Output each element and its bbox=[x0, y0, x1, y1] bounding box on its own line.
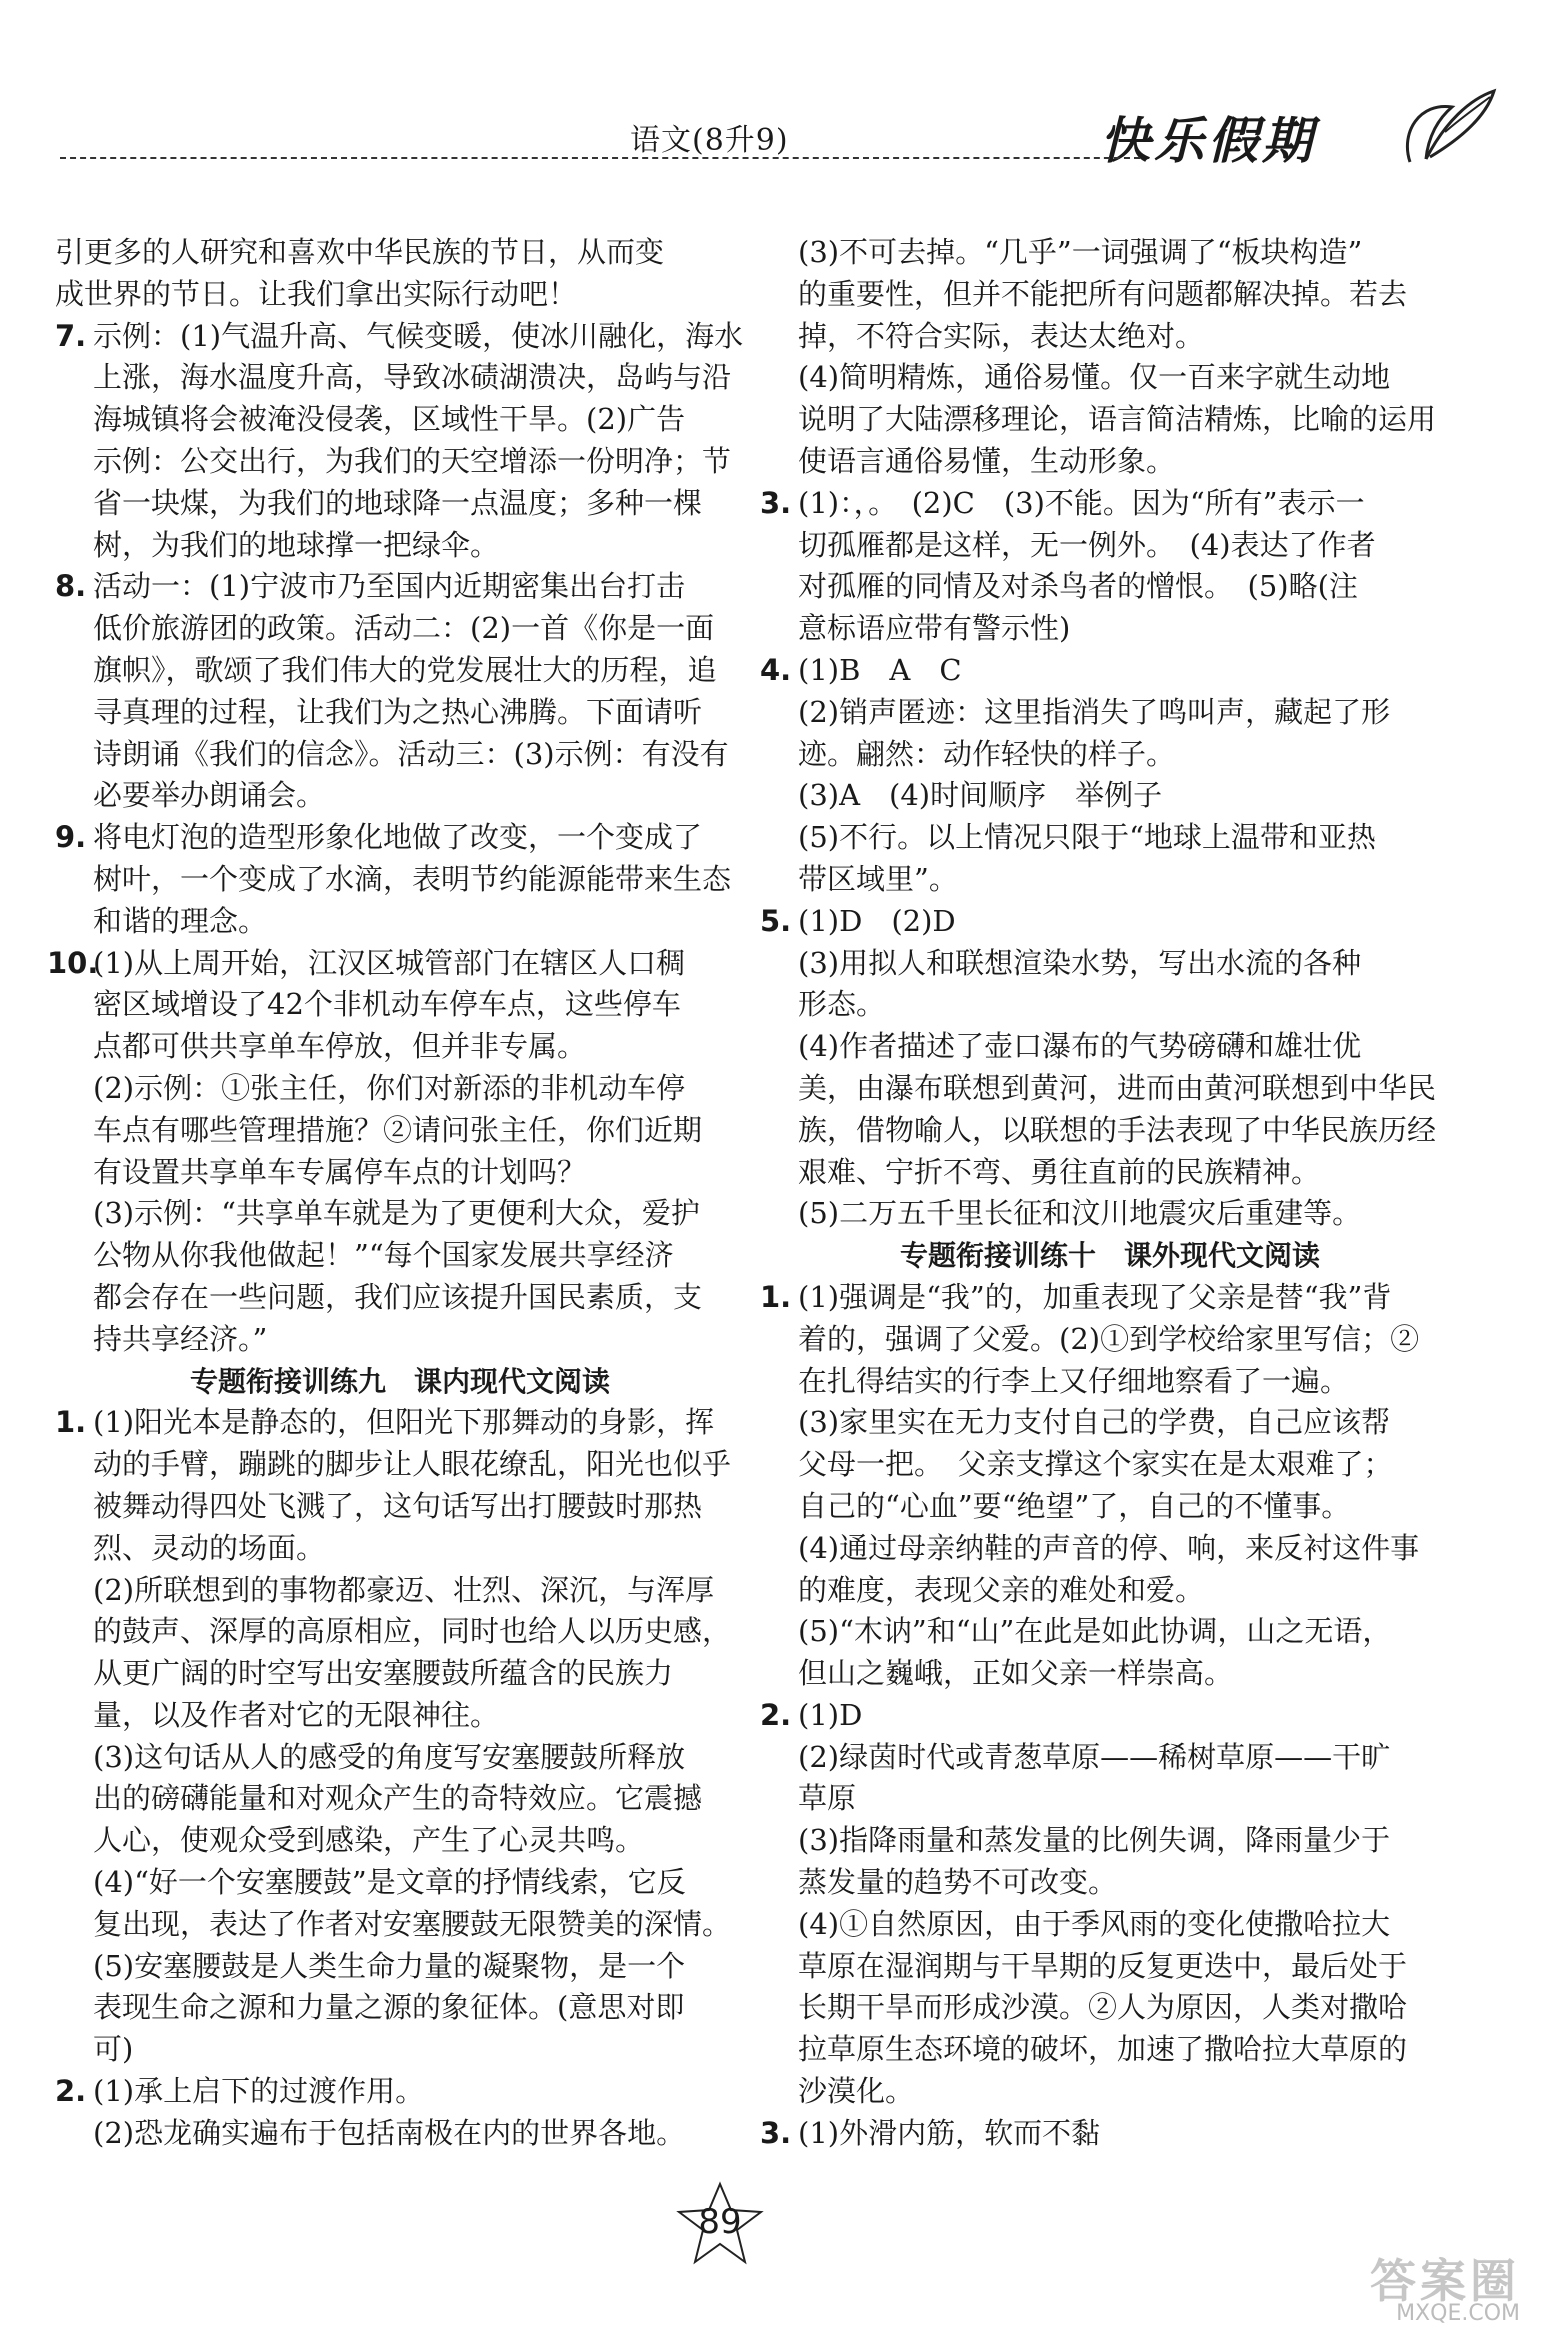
text-line: (4)简明精炼，通俗易懂。仅一百来字就生动地 bbox=[798, 360, 1391, 395]
text-line: 的鼓声、深厚的高原相应，同时也给人以历史感， bbox=[93, 1614, 732, 1649]
text-line: 草原在湿润期与干旱期的反复更迭中，最后处于 bbox=[798, 1948, 1408, 1983]
text-line: (2)销声匿迹：这里指消失了鸣叫声，藏起了形 bbox=[798, 694, 1391, 729]
page-number: 89 bbox=[698, 2202, 742, 2242]
text-line: (2)绿茵时代或青葱草原——稀树草原——干旷 bbox=[798, 1739, 1391, 1774]
text-line: 着的，强调了父爱。(2)①到学校给家里写信；② bbox=[798, 1321, 1420, 1356]
text-line: 上涨，海水温度升高，导致冰碛湖溃决，岛屿与沿 bbox=[93, 360, 732, 395]
text-line: 自己的“心血”要“绝望”了，自己的不懂事。 bbox=[798, 1488, 1351, 1523]
item-number: 1. bbox=[55, 1405, 87, 1440]
text-line: 带区域里”。 bbox=[798, 861, 958, 896]
text-line: 树，为我们的地球撑一把绿伞。 bbox=[93, 527, 500, 562]
left-column bbox=[47, 232, 744, 2155]
brand-title: 快乐假期 bbox=[1100, 112, 1316, 170]
right-column bbox=[760, 232, 1437, 2155]
text-line: 公物从你我他做起！”“每个国家发展共享经济 bbox=[93, 1238, 674, 1273]
text-line: 意标语应带有警示性) bbox=[798, 611, 1071, 646]
text-line: 量，以及作者对它的无限神往。 bbox=[93, 1697, 500, 1732]
text-line: (5)安塞腰鼓是人类生命力量的凝聚物，是一个 bbox=[93, 1948, 686, 1983]
item-number: 7. bbox=[55, 318, 87, 353]
text-line: 蒸发量的趋势不可改变。 bbox=[798, 1865, 1118, 1900]
text-line: 族，借物喻人，以联想的手法表现了中华民族历经 bbox=[798, 1112, 1437, 1147]
section10-item-2 bbox=[760, 1695, 1420, 2113]
text-line: 可) bbox=[93, 2032, 134, 2067]
item-number: 10. bbox=[47, 945, 99, 980]
text-line: 切孤雁都是这样，无一例外。 (4)表达了作者 bbox=[798, 527, 1376, 562]
text-line: (4)作者描述了壶口瀑布的气势磅礴和雄壮优 bbox=[798, 1029, 1362, 1064]
leaf-logo-icon bbox=[1390, 77, 1500, 177]
text-line: (3)不可去掉。“几乎”一词强调了“板块构造” bbox=[798, 235, 1363, 269]
text-line: 都会存在一些问题，我们应该提升国民素质，支 bbox=[93, 1279, 703, 1314]
item-number: 3. bbox=[760, 2115, 792, 2150]
text-line: 海城镇将会被淹没侵袭，区域性干旱。(2)广告 bbox=[93, 402, 686, 437]
text-line: 复出现，表达了作者对安塞腰鼓无限赞美的深情。 bbox=[93, 1906, 732, 1941]
item-number: 2. bbox=[760, 1697, 792, 1732]
text-line: 活动一：(1)宁波市乃至国内近期密集出台打击 bbox=[93, 569, 686, 604]
answer-item-4 bbox=[760, 650, 1420, 901]
continuation-text bbox=[760, 232, 1437, 483]
section9-item-1 bbox=[55, 1402, 732, 2071]
text-line: 烈、灵动的场面。 bbox=[93, 1530, 326, 1565]
subject-title: 语文(8升9) bbox=[630, 123, 789, 158]
text-line: 迹。翩然：动作轻快的样子。 bbox=[798, 736, 1176, 771]
text-line: 在扎得结实的行李上又仔细地察看了一遍。 bbox=[798, 1363, 1350, 1398]
page-header bbox=[60, 105, 1440, 170]
watermark-logo: 答案圈 bbox=[1370, 2254, 1520, 2308]
section9-item-2 bbox=[55, 2071, 705, 2155]
text-line: 将电灯泡的造型形象化地做了改变，一个变成了 bbox=[93, 820, 703, 855]
text-line: 沙漠化。 bbox=[798, 2074, 915, 2109]
text-line: (5)不行。以上情况只限于“地球上温带和亚热 bbox=[798, 820, 1376, 855]
text-line: 从更广阔的时空写出安塞腰鼓所蕴含的民族力 bbox=[93, 1656, 674, 1691]
text-line: (2)所联想到的事物都豪迈、壮烈、深沉，与浑厚 bbox=[93, 1572, 715, 1607]
text-line: (1)承上启下的过渡作用。 bbox=[93, 2074, 425, 2109]
text-line: 的难度，表现父亲的难处和爱。 bbox=[798, 1572, 1205, 1607]
text-line: (1)从上周开始，江汉区城管部门在辖区人口稠 bbox=[93, 945, 686, 980]
answer-item-10 bbox=[47, 943, 705, 1361]
text-line: 艰难、宁折不弯、勇往直前的民族精神。 bbox=[798, 1154, 1321, 1189]
text-line: 旗帜》，歌颂了我们伟大的党发展壮大的历程，追 bbox=[93, 652, 717, 687]
continuation-text bbox=[55, 232, 705, 316]
text-line: 必要举办朗诵会。 bbox=[93, 778, 326, 813]
text-line: 成世界的节日。让我们拿出实际行动吧！ bbox=[55, 276, 578, 311]
item-number: 5. bbox=[760, 903, 792, 938]
text-line: (3)这句话从人的感受的角度写安塞腰鼓所释放 bbox=[93, 1739, 686, 1774]
text-line: (1)强调是“我”的，加重表现了父亲是替“我”背 bbox=[798, 1279, 1392, 1314]
item-number: 1. bbox=[760, 1279, 792, 1314]
text-line: 诗朗诵《我们的信念》。活动三：(3)示例：有没有 bbox=[93, 736, 729, 771]
item-number: 9. bbox=[55, 820, 87, 855]
item-number: 3. bbox=[760, 485, 792, 520]
text-line: 表现生命之源和力量之源的象征体。(意思对即 bbox=[93, 1990, 685, 2025]
text-line: 持共享经济。” bbox=[93, 1321, 268, 1356]
answer-item-9 bbox=[55, 817, 732, 942]
text-line: 使语言通俗易懂，生动形象。 bbox=[798, 443, 1176, 478]
text-line: 拉草原生态环境的破坏，加速了撒哈拉大草原的 bbox=[798, 2032, 1408, 2067]
text-line: (1)阳光本是静态的，但阳光下那舞动的身影，挥 bbox=[93, 1405, 715, 1440]
text-line: 但山之巍峨，正如父亲一样崇高。 bbox=[798, 1656, 1234, 1691]
header-dashed-rule bbox=[60, 157, 1140, 159]
text-line: 示例：(1)气温升高、气候变暖，使冰川融化，海水 bbox=[93, 318, 744, 353]
section-title-9: 专题衔接训练九 课内现代文阅读 bbox=[189, 1364, 610, 1398]
text-line: 省一块煤，为我们的地球降一点温度；多种一棵 bbox=[93, 485, 703, 520]
text-line: (5)二万五千里长征和汶川地震灾后重建等。 bbox=[798, 1196, 1362, 1231]
text-line: (4)①自然原因，由于季风雨的变化使撒哈拉大 bbox=[798, 1906, 1391, 1941]
text-line: (1)外滑内筋，软而不黏 bbox=[798, 2115, 1101, 2150]
text-line: (3)指降雨量和蒸发量的比例失调，降雨量少于 bbox=[798, 1823, 1391, 1858]
section10-item-3 bbox=[760, 2113, 1420, 2155]
text-line: (2)恐龙确实遍布于包括南极在内的世界各地。 bbox=[93, 2115, 686, 2150]
text-line: 出的磅礴能量和对观众产生的奇特效应。它震撼 bbox=[93, 1781, 703, 1816]
watermark bbox=[1250, 2245, 1530, 2325]
text-line: 美，由瀑布联想到黄河，进而由黄河联想到中华民 bbox=[798, 1070, 1437, 1105]
answer-item-7 bbox=[55, 316, 744, 567]
text-line: 点都可供共享单车停放，但并非专属。 bbox=[93, 1029, 587, 1064]
text-line: 人心，使观众受到感染，产生了心灵共鸣。 bbox=[93, 1823, 645, 1858]
item-number: 8. bbox=[55, 569, 87, 604]
section-title-10: 专题衔接训练十 课外现代文阅读 bbox=[899, 1239, 1320, 1273]
answer-item-3 bbox=[760, 483, 1420, 650]
text-line: 掉，不符合实际，表达太绝对。 bbox=[798, 318, 1205, 353]
watermark-url: MXQE.COM bbox=[1396, 2301, 1520, 2326]
text-line: (3)家里实在无力支付自己的学费，自己应该帮 bbox=[798, 1405, 1391, 1440]
text-line: 树叶，一个变成了水滴，表明节约能源能带来生态 bbox=[93, 861, 732, 896]
text-line: (2)示例：①张主任，你们对新添的非机动车停 bbox=[93, 1070, 686, 1105]
text-line: 父母一把。 父亲支撑这个家实在是太艰难了； bbox=[798, 1447, 1393, 1482]
text-line: 长期干旱而形成沙漠。②人为原因，人类对撒哈 bbox=[798, 1990, 1408, 2025]
text-line: 说明了大陆漂移理论，语言简洁精炼，比喻的运用 bbox=[798, 402, 1437, 437]
text-line: 被舞动得四处飞溅了，这句话写出打腰鼓时那热 bbox=[93, 1488, 703, 1523]
text-line: (3)用拟人和联想渲染水势，写出水流的各种 bbox=[798, 945, 1362, 980]
text-line: (1)B A C bbox=[798, 652, 962, 687]
section10-item-1 bbox=[760, 1277, 1420, 1695]
text-line: 的重要性，但并不能把所有问题都解决掉。若去 bbox=[798, 276, 1408, 311]
text-line: (4)通过母亲纳鞋的声音的停、响，来反衬这件事 bbox=[798, 1530, 1420, 1565]
text-line: 有设置共享单车专属停车点的计划吗？ bbox=[93, 1154, 587, 1189]
text-line: 和谐的理念。 bbox=[93, 903, 268, 938]
text-line: 动的手臂，蹦跳的脚步让人眼花缭乱，阳光也似乎 bbox=[93, 1447, 732, 1482]
text-line: (5)“木讷”和“山”在此是如此协调，山之无语， bbox=[798, 1614, 1392, 1649]
item-number: 2. bbox=[55, 2074, 87, 2109]
page-number-badge bbox=[675, 2180, 765, 2270]
text-line: 对孤雁的同情及对杀鸟者的憎恨。 (5)略(注 bbox=[798, 569, 1358, 604]
text-line: (3)A (4)时间顺序 举例子 bbox=[798, 778, 1163, 813]
item-number: 4. bbox=[760, 652, 792, 687]
text-line: (4)“好一个安塞腰鼓”是文章的抒情线索，它反 bbox=[93, 1865, 686, 1900]
text-line: 形态。 bbox=[798, 987, 886, 1022]
text-line: 示例：公交出行，为我们的天空增添一份明净；节 bbox=[93, 443, 732, 478]
text-line: 寻真理的过程，让我们为之热心沸腾。下面请听 bbox=[93, 694, 703, 729]
answer-item-5 bbox=[760, 901, 1437, 1235]
text-line: 引更多的人研究和喜欢中华民族的节日，从而变 bbox=[55, 235, 665, 269]
text-line: (3)示例：“共享单车就是为了更便利大众，爱护 bbox=[93, 1196, 700, 1231]
text-line: 低价旅游团的政策。活动二：(2)一首《你是一面 bbox=[93, 611, 715, 646]
answer-item-8 bbox=[55, 566, 729, 817]
text-line: (1)D bbox=[798, 1697, 863, 1732]
text-line: 密区域增设了42个非机动车停车点，这些停车 bbox=[93, 987, 681, 1022]
text-line: 草原 bbox=[798, 1781, 857, 1816]
text-line: 车点有哪些管理措施？②请问张主任，你们近期 bbox=[93, 1112, 703, 1147]
text-line: (1)：，。 (2)C (3)不能。因为“所有”表示一 bbox=[798, 485, 1365, 520]
text-line: (1)D (2)D bbox=[798, 903, 956, 938]
